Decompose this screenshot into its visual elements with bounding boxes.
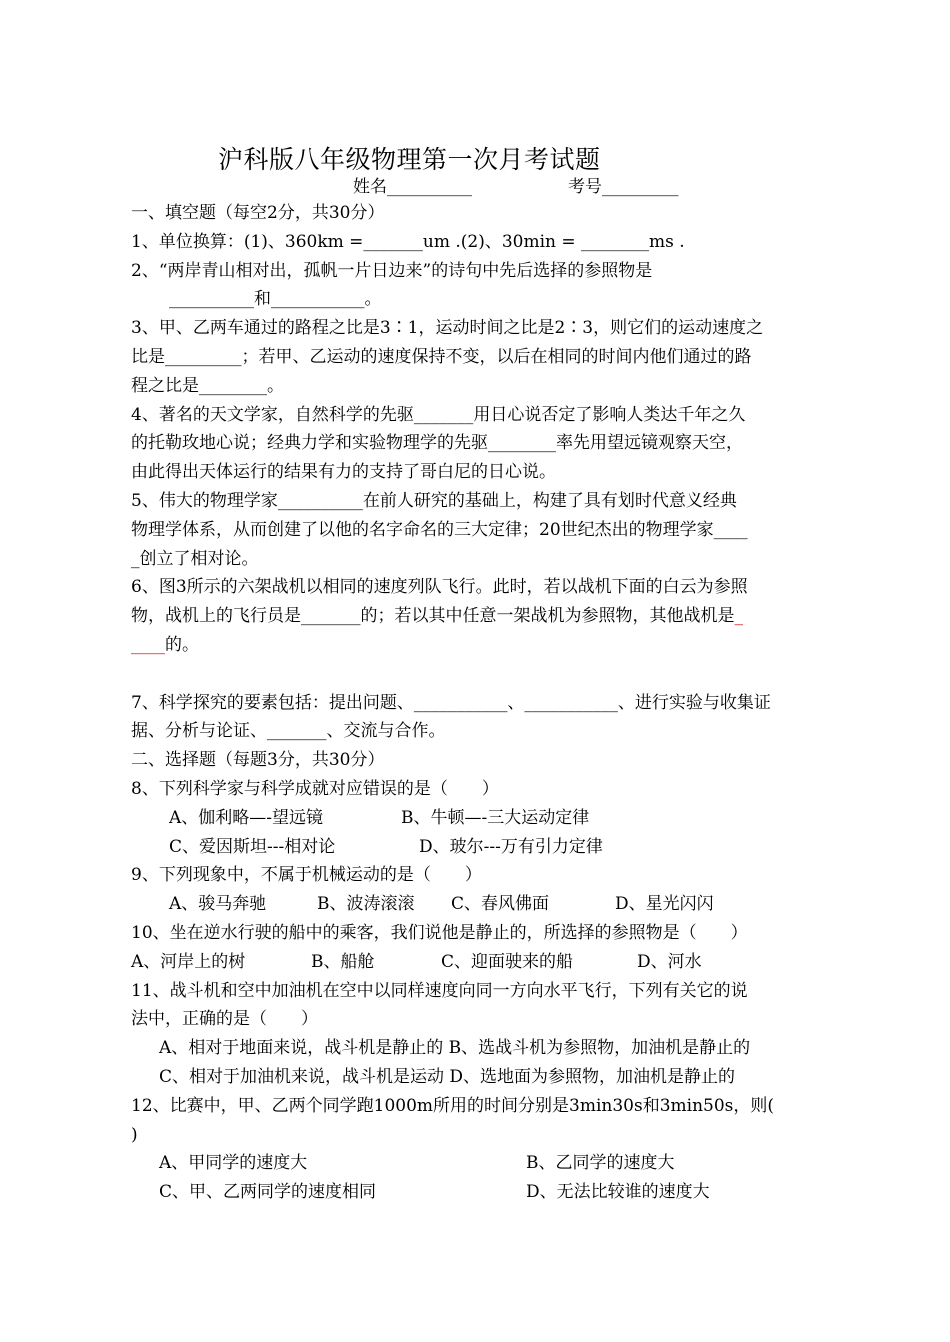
- option-b: B、波涛滚滚: [317, 894, 415, 915]
- student-fields: [353, 172, 679, 197]
- question-line: 物理学体系，从而创建了以他的名字命名的三大定律；20世纪杰出的物理学家____: [131, 519, 748, 540]
- question-line: 2、“两岸青山相对出，孤帆一片日边来”的诗句中先后选择的参照物是: [131, 260, 653, 281]
- red-blank: ____: [131, 634, 165, 655]
- section-heading: 一、填空题（每空2分，共30分）: [131, 203, 385, 223]
- question-stem: 法中，正确的是（ ）: [131, 1009, 318, 1030]
- exam-content: [131, 199, 831, 1207]
- section-heading: 二、选择题（每题3分，共30分）: [131, 750, 385, 771]
- question-line: 4、著名的天文学家，自然科学的先驱_______用日心说否定了影响人类达千年之久: [131, 404, 746, 425]
- question-line: 程之比是________。: [131, 375, 284, 396]
- exam-title: 沪科版八年级物理第一次月考试题: [218, 145, 601, 174]
- blank-line: [131, 660, 831, 689]
- question-line: 比是_________；若甲、乙运动的速度保持不变，以后在相同的时间内他们通过的路: [131, 346, 752, 367]
- name-field[interactable]: 姓名__________: [353, 177, 472, 197]
- options-row: [131, 1149, 831, 1178]
- red-blank: _: [734, 606, 743, 627]
- options-row: [131, 1178, 831, 1207]
- option-a: A、骏马奔驰: [169, 894, 267, 915]
- option-d: D、玻尔---万有引力定律: [419, 836, 603, 857]
- question-stem: 10、坐在逆水行驶的船中的乘客，我们说他是静止的，所选择的参照物是（ ）: [131, 922, 748, 943]
- question-line: _创立了相对论。: [131, 548, 259, 569]
- options-row: A、相对于地面来说，战斗机是静止的 B、选战斗机为参照物，加油机是静止的: [159, 1038, 751, 1059]
- question-line: __________和___________。: [169, 289, 382, 310]
- option-b: B、船舱: [311, 951, 375, 972]
- options-row: [131, 833, 831, 862]
- question-line: 5、伟大的物理学家__________在前人研究的基础上，构建了具有划时代意义经典: [131, 490, 737, 511]
- option-b: B、牛顿—-三大运动定律: [401, 807, 590, 828]
- option-c: C、爱因斯坦---相对论: [169, 836, 336, 857]
- question-line: [131, 631, 831, 660]
- question-stem: ): [131, 1124, 138, 1145]
- exam-number-field[interactable]: 考号_________: [568, 177, 679, 197]
- question-line: [131, 602, 831, 631]
- question-line: 的托勒玫地心说；经典力学和实验物理学的先驱________率先用望远镜观察天空，: [131, 433, 743, 454]
- options-row: C、相对于加油机来说，战斗机是运动 D、选地面为参照物，加油机是静止的: [159, 1066, 736, 1087]
- options-row: [131, 948, 831, 977]
- options-row: [131, 890, 831, 919]
- question-text: 的。: [165, 634, 199, 655]
- option-c: C、迎面驶来的船: [441, 951, 574, 972]
- option-d: D、无法比较谁的速度大: [526, 1182, 710, 1203]
- question-stem: 11、战斗机和空中加油机在空中以同样速度向同一方向水平飞行，下列有关它的说: [131, 980, 748, 1001]
- option-a: A、伽利略—-望远镜: [169, 807, 324, 828]
- question-stem: 9、下列现象中，不属于机械运动的是（ ）: [131, 865, 482, 886]
- option-b: B、乙同学的速度大: [526, 1153, 675, 1174]
- question-line: 7、科学探究的要素包括：提出问题、___________、___________、进行实验与收集证: [131, 692, 771, 713]
- question-stem: 8、下列科学家与科学成就对应错误的是（ ）: [131, 778, 499, 799]
- question-line: 据、分析与论证、_______、交流与合作。: [131, 721, 446, 742]
- option-d: D、星光闪闪: [615, 894, 714, 915]
- option-d: D、河水: [637, 951, 702, 972]
- options-row: [131, 804, 831, 833]
- question-line: 1、单位换算：(1)、360km =_______um .(2)、30min = ________ms .: [131, 231, 685, 252]
- option-a: A、甲同学的速度大: [159, 1153, 308, 1174]
- option-c: C、甲、乙两同学的速度相同: [159, 1182, 377, 1203]
- question-line: 6、图3所示的六架战机以相同的速度列队飞行。此时，若以战机下面的白云为参照: [131, 577, 748, 598]
- question-line: 3、甲、乙两车通过的路程之比是3∶1，运动时间之比是2∶3，则它们的运动速度之: [131, 318, 764, 339]
- question-stem: 12、比赛中，甲、乙两个同学跑1000m所用的时间分别是3min30s和3min50s，则(: [131, 1095, 775, 1116]
- option-c: C、春风佛面: [451, 894, 550, 915]
- question-text: 物，战机上的飞行员是_______的；若以其中任意一架战机为参照物，其他战机是: [131, 606, 735, 627]
- question-line: 由此得出天体运行的结果有力的支持了哥白尼的日心说。: [131, 462, 556, 483]
- option-a: A、河岸上的树: [131, 951, 246, 972]
